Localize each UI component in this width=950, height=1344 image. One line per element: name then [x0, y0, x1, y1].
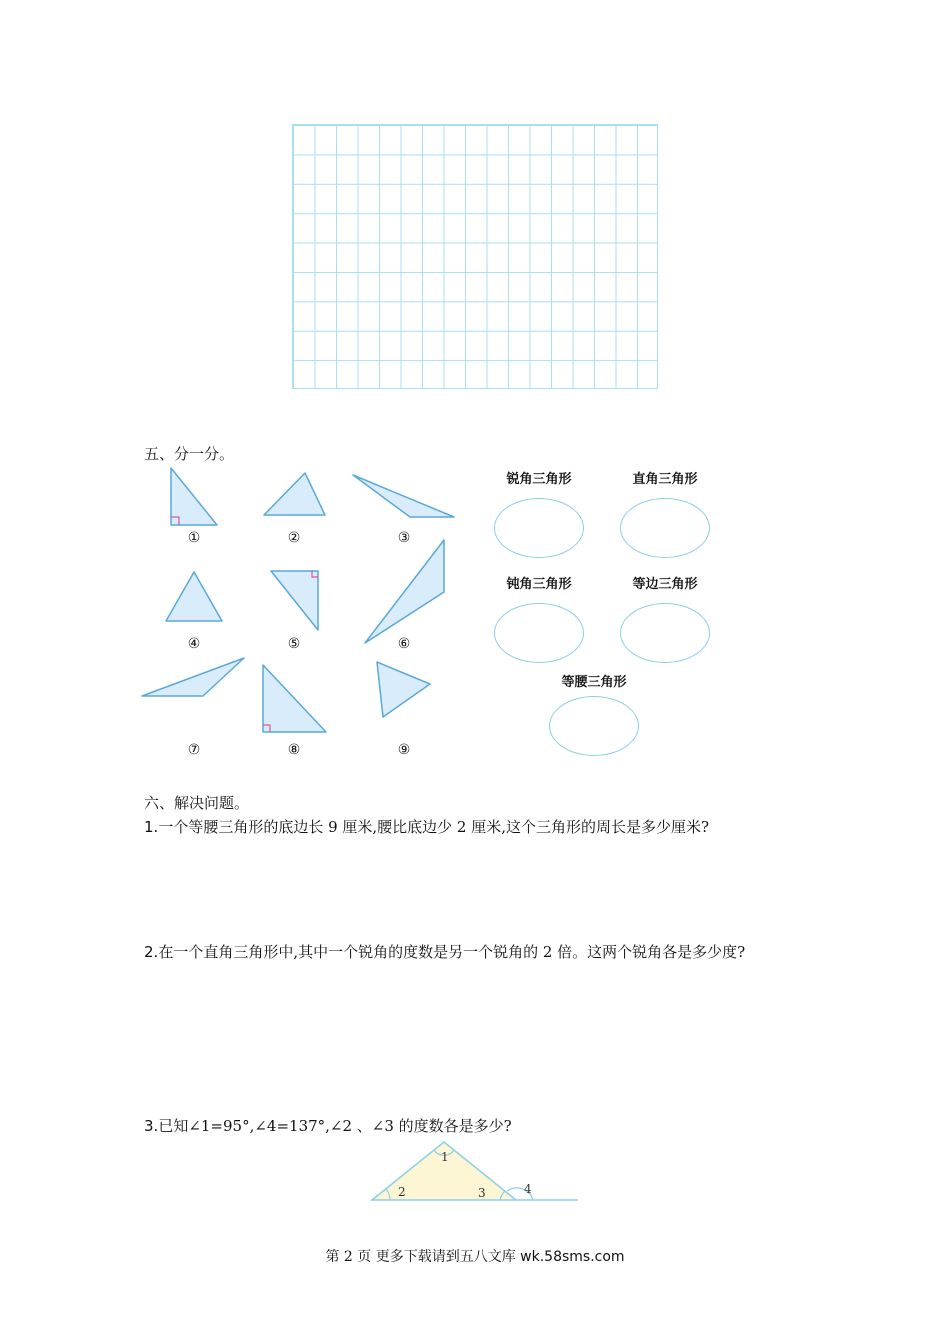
category-label-isosceles: 等腰三角形	[561, 675, 627, 690]
category-label-equilateral: 等边三角形	[632, 577, 698, 592]
question-3-text: 已知∠1=95°,∠4=137°,∠2 、∠3 的度数各是多少?	[158, 1117, 512, 1135]
triangle-2	[264, 473, 325, 515]
question-2	[144, 941, 745, 962]
triangle-label-3: ③	[397, 530, 411, 546]
answer-oval-right[interactable]	[620, 498, 710, 558]
triangles-figure	[140, 465, 470, 765]
triangle-9	[377, 662, 430, 717]
section-6-title: 六、解决问题。	[144, 794, 250, 812]
question-3-number: 3.	[144, 1117, 159, 1135]
triangle-label-4: ④	[187, 636, 201, 652]
category-label-right: 直角三角形	[632, 472, 698, 487]
triangle-label-2: ②	[287, 530, 301, 546]
triangle-7	[142, 658, 244, 696]
triangle-3	[353, 475, 454, 517]
category-label-obtuse: 钝角三角形	[506, 577, 572, 592]
answer-oval-obtuse[interactable]	[494, 603, 584, 663]
question-2-text: 在一个直角三角形中,其中一个锐角的度数是另一个锐角的 2 倍。这两个锐角各是多少度?	[158, 943, 746, 961]
answer-oval-acute[interactable]	[494, 498, 584, 558]
question-1	[144, 816, 709, 837]
angle-label-2: 2	[398, 1185, 406, 1199]
triangle-5	[271, 571, 318, 630]
footer-page-text: 第 2 页 更多下载请到五八文库	[325, 1249, 516, 1265]
page-footer	[0, 1246, 950, 1266]
footer-site: wk.58sms.com	[520, 1249, 625, 1265]
triangle-label-8: ⑧	[287, 742, 301, 758]
answer-oval-equilateral[interactable]	[620, 603, 710, 663]
triangle-label-7: ⑦	[187, 742, 201, 758]
angle-diagram	[368, 1138, 582, 1208]
section-5-title: 五、分一分。	[144, 445, 235, 463]
triangle-6	[365, 540, 444, 643]
answer-oval-isosceles[interactable]	[549, 696, 639, 756]
triangle-label-6: ⑥	[397, 636, 411, 652]
triangle-label-9: ⑨	[397, 742, 411, 758]
triangle-label-1: ①	[187, 530, 201, 546]
question-3	[144, 1115, 512, 1136]
question-2-number: 2.	[144, 943, 159, 961]
triangle-8	[263, 665, 326, 732]
angle-label-4: 4	[524, 1182, 532, 1196]
angle-label-1: 1	[441, 1150, 449, 1164]
question-1-text: 一个等腰三角形的底边长 9 厘米,腰比底边少 2 厘米,这个三角形的周长是多少厘米?	[158, 818, 710, 836]
drawing-grid	[292, 124, 658, 389]
question-1-number: 1.	[144, 818, 159, 836]
category-label-acute: 锐角三角形	[506, 472, 572, 487]
triangle-4	[166, 572, 222, 621]
angle-label-3: 3	[478, 1186, 486, 1200]
triangle-label-5: ⑤	[287, 636, 301, 652]
